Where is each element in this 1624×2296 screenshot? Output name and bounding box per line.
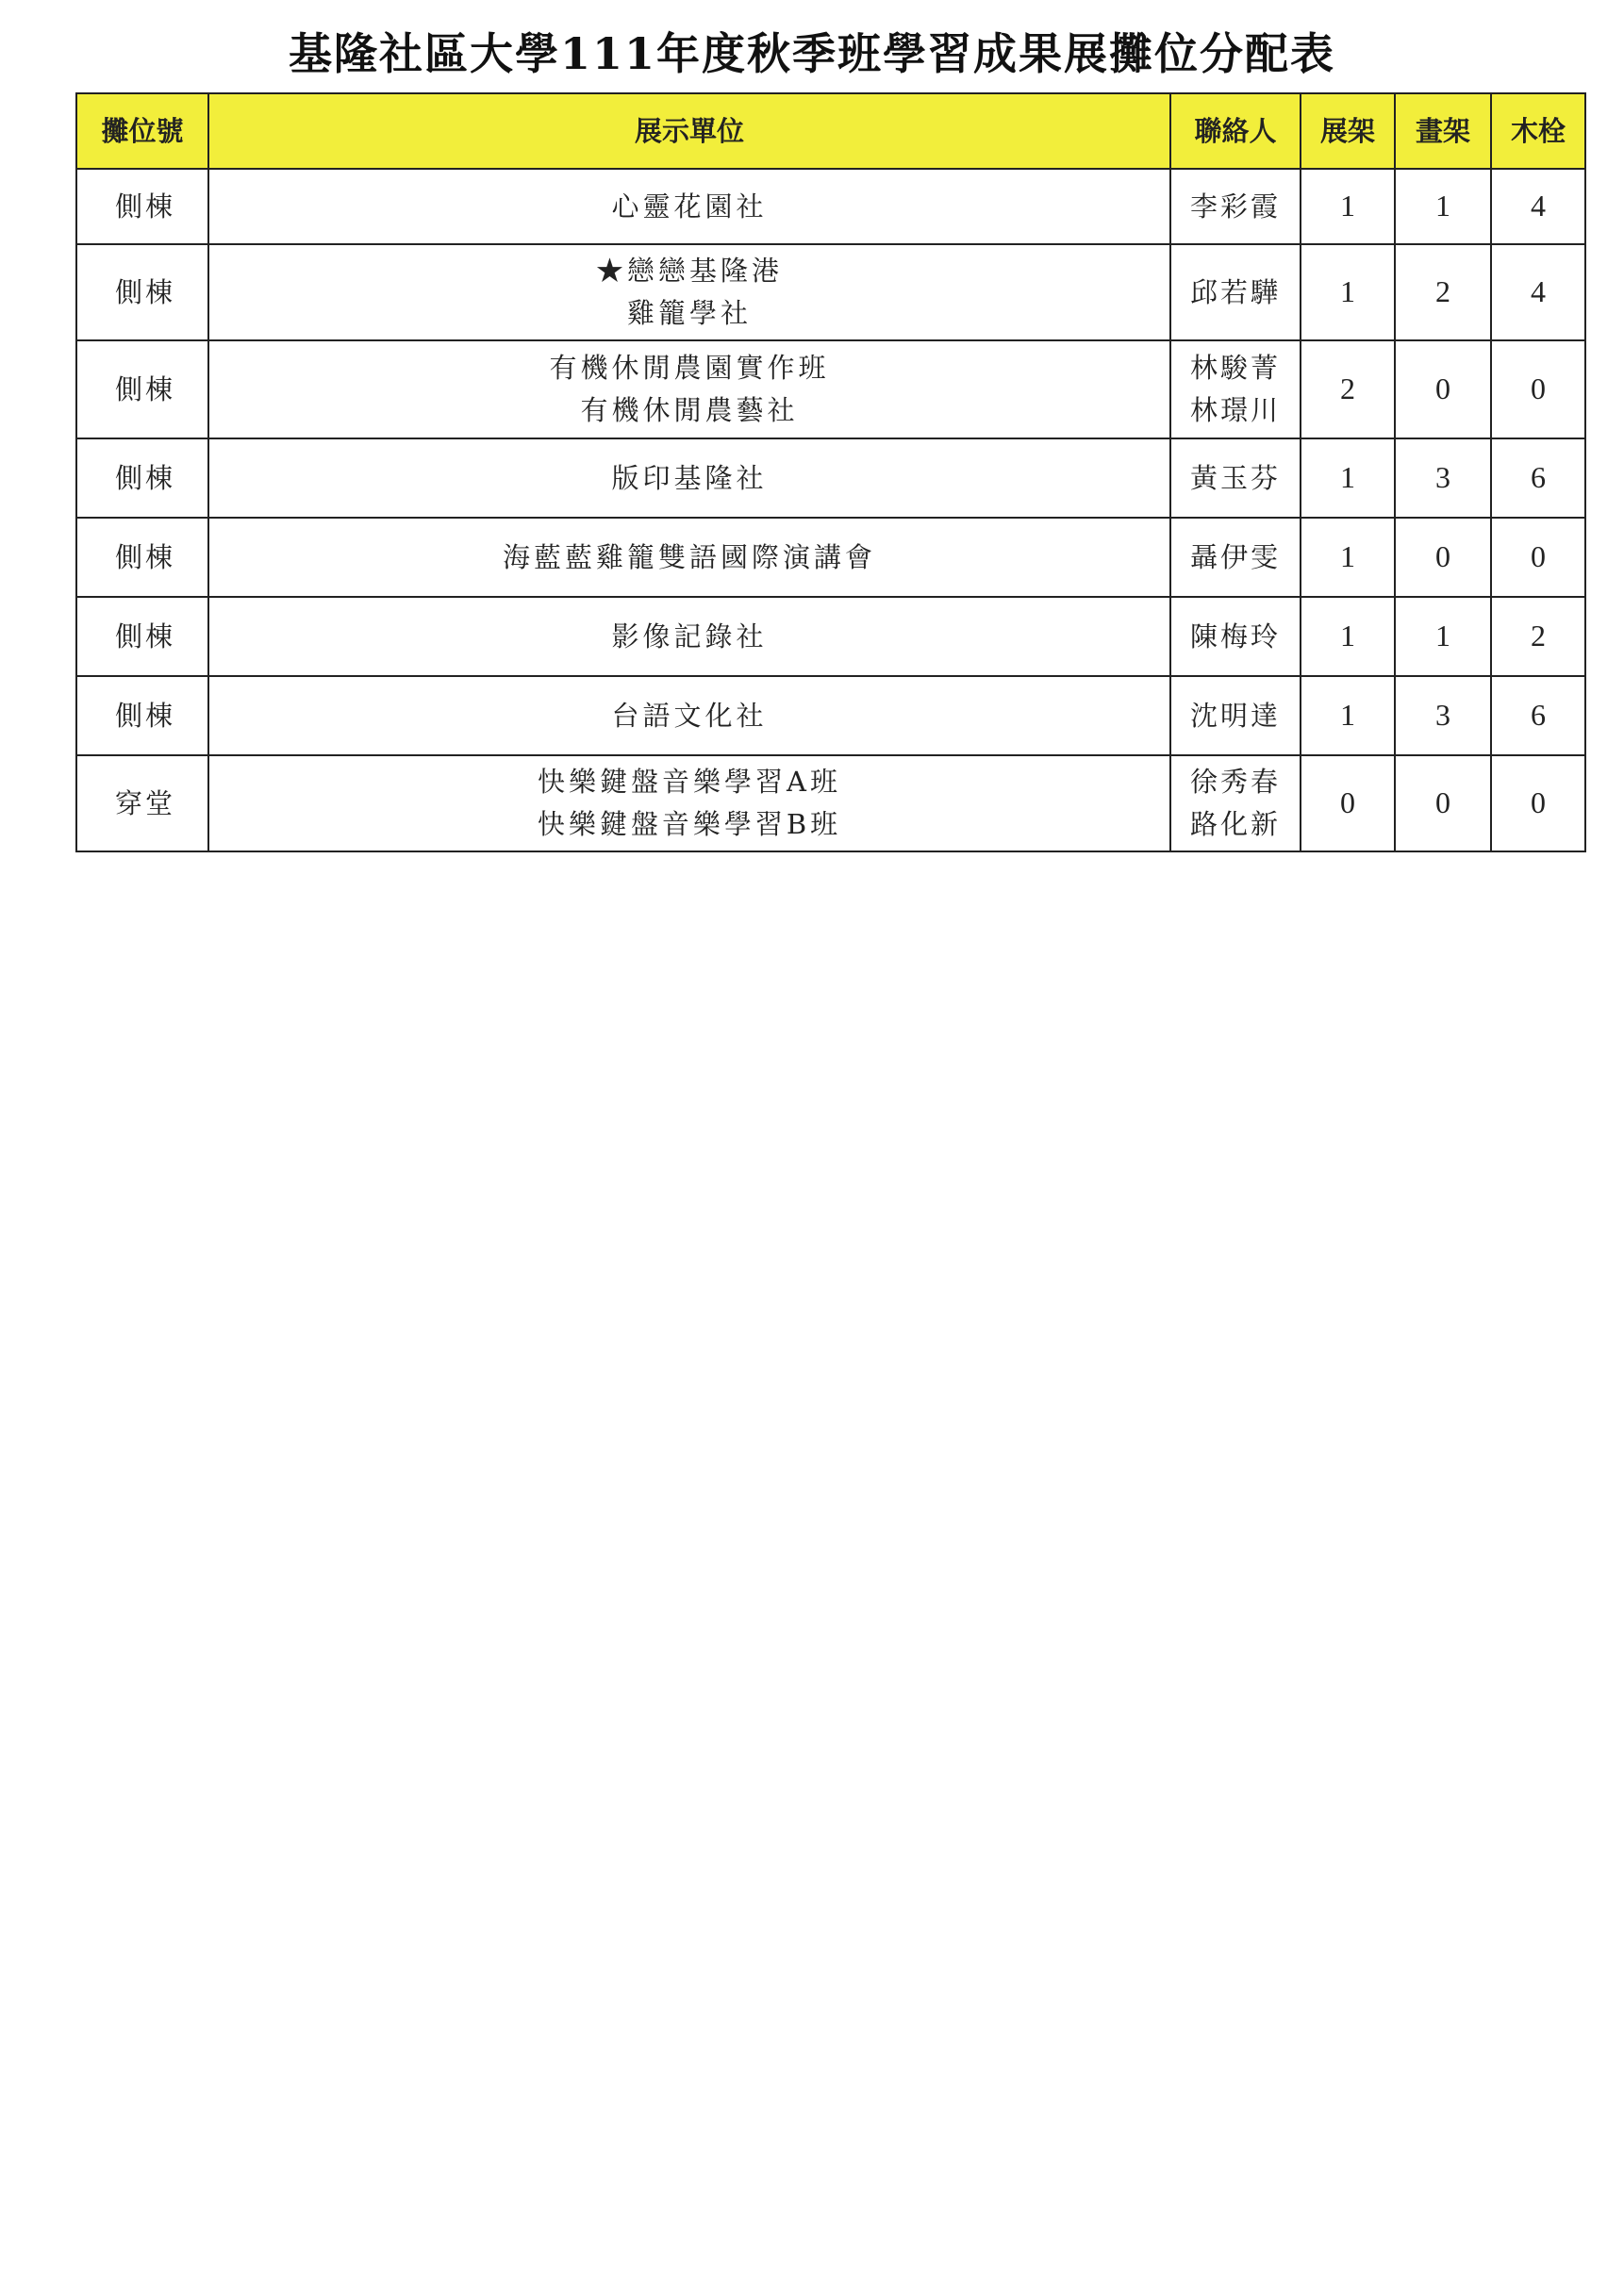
- booth-cell: 側棟: [76, 340, 208, 438]
- unit-cell: [208, 597, 1170, 676]
- unit-name: 心靈花園社: [611, 190, 768, 223]
- booth-allocation-table: [75, 92, 1586, 852]
- booth-cell: 側棟: [76, 169, 208, 244]
- wooden-peg-count: 4: [1491, 169, 1585, 244]
- easel-count: 1: [1395, 169, 1491, 244]
- easel-count: 0: [1395, 340, 1491, 438]
- header-booth: 攤位號: [76, 93, 208, 169]
- display-rack-count: 0: [1301, 755, 1395, 851]
- display-rack-count: 1: [1301, 244, 1395, 340]
- unit-name: 快樂鍵盤音樂學習A班: [538, 766, 841, 799]
- wooden-peg-count: 0: [1491, 340, 1585, 438]
- unit-name: 有機休閒農藝社: [580, 394, 799, 426]
- unit-name: 海藍藍雞籠雙語國際演講會: [502, 540, 876, 573]
- header-row: [76, 93, 1585, 169]
- table-row: [76, 244, 1585, 340]
- unit-cell: [208, 169, 1170, 244]
- easel-count: 1: [1395, 597, 1491, 676]
- unit-name: 台語文化社: [611, 699, 768, 732]
- wooden-peg-count: 6: [1491, 676, 1585, 755]
- contact-name: 邱若驊: [1189, 275, 1281, 308]
- unit-cell: [208, 755, 1170, 851]
- unit-name: 快樂鍵盤音樂學習B班: [537, 808, 842, 840]
- contact-cell: [1170, 340, 1301, 438]
- unit-cell: [208, 676, 1170, 755]
- wooden-peg-count: 6: [1491, 438, 1585, 518]
- header-display-rack: 展架: [1301, 93, 1395, 169]
- contact-name: 陳梅玲: [1189, 619, 1281, 652]
- contact-name: 李彩霞: [1189, 190, 1281, 223]
- booth-cell: 側棟: [76, 518, 208, 597]
- header-unit: 展示單位: [208, 93, 1170, 169]
- contact-cell: [1170, 597, 1301, 676]
- unit-cell: [208, 340, 1170, 438]
- booth-cell: 穿堂: [76, 755, 208, 851]
- contact-cell: [1170, 755, 1301, 851]
- booth-cell: 側棟: [76, 244, 208, 340]
- unit-name: 有機休閒農園實作班: [549, 352, 830, 385]
- easel-count: 3: [1395, 438, 1491, 518]
- header-wooden-peg: 木栓: [1491, 93, 1585, 169]
- unit-name: 雞籠學社: [626, 297, 752, 329]
- contact-name: 徐秀春: [1189, 766, 1281, 799]
- unit-name: 影像記錄社: [611, 619, 768, 652]
- contact-name: 路化新: [1189, 808, 1281, 840]
- contact-name: 沈明達: [1189, 699, 1281, 732]
- table-row: [76, 169, 1585, 244]
- easel-count: 2: [1395, 244, 1491, 340]
- page-title: 基隆社區大學111年度秋季班學習成果展攤位分配表: [288, 28, 1336, 79]
- display-rack-count: 1: [1301, 169, 1395, 244]
- wooden-peg-count: 2: [1491, 597, 1585, 676]
- contact-cell: [1170, 518, 1301, 597]
- table-row: [76, 755, 1585, 851]
- table-row: [76, 676, 1585, 755]
- table-row: [76, 597, 1585, 676]
- display-rack-count: 2: [1301, 340, 1395, 438]
- easel-count: 0: [1395, 518, 1491, 597]
- display-rack-count: 1: [1301, 597, 1395, 676]
- contact-name: 聶伊雯: [1189, 540, 1281, 573]
- wooden-peg-count: 0: [1491, 755, 1585, 851]
- header-contact: 聯絡人: [1170, 93, 1301, 169]
- booth-cell: 側棟: [76, 597, 208, 676]
- easel-count: 0: [1395, 755, 1491, 851]
- unit-name: 版印基隆社: [611, 461, 768, 494]
- contact-cell: [1170, 169, 1301, 244]
- unit-cell: [208, 438, 1170, 518]
- contact-name: 林璟川: [1189, 394, 1281, 426]
- easel-count: 3: [1395, 676, 1491, 755]
- display-rack-count: 1: [1301, 676, 1395, 755]
- wooden-peg-count: 4: [1491, 244, 1585, 340]
- display-rack-count: 1: [1301, 518, 1395, 597]
- table-row: [76, 438, 1585, 518]
- table-row: [76, 518, 1585, 597]
- header-easel: 畫架: [1395, 93, 1491, 169]
- display-rack-count: 1: [1301, 438, 1395, 518]
- unit-cell: [208, 518, 1170, 597]
- contact-name: 林駿菁: [1189, 352, 1281, 385]
- contact-cell: [1170, 244, 1301, 340]
- unit-name: ★戀戀基隆港: [595, 255, 783, 288]
- table-row: [76, 340, 1585, 438]
- wooden-peg-count: 0: [1491, 518, 1585, 597]
- contact-cell: [1170, 676, 1301, 755]
- booth-cell: 側棟: [76, 676, 208, 755]
- contact-name: 黃玉芬: [1189, 461, 1281, 494]
- booth-cell: 側棟: [76, 438, 208, 518]
- contact-cell: [1170, 438, 1301, 518]
- unit-cell: [208, 244, 1170, 340]
